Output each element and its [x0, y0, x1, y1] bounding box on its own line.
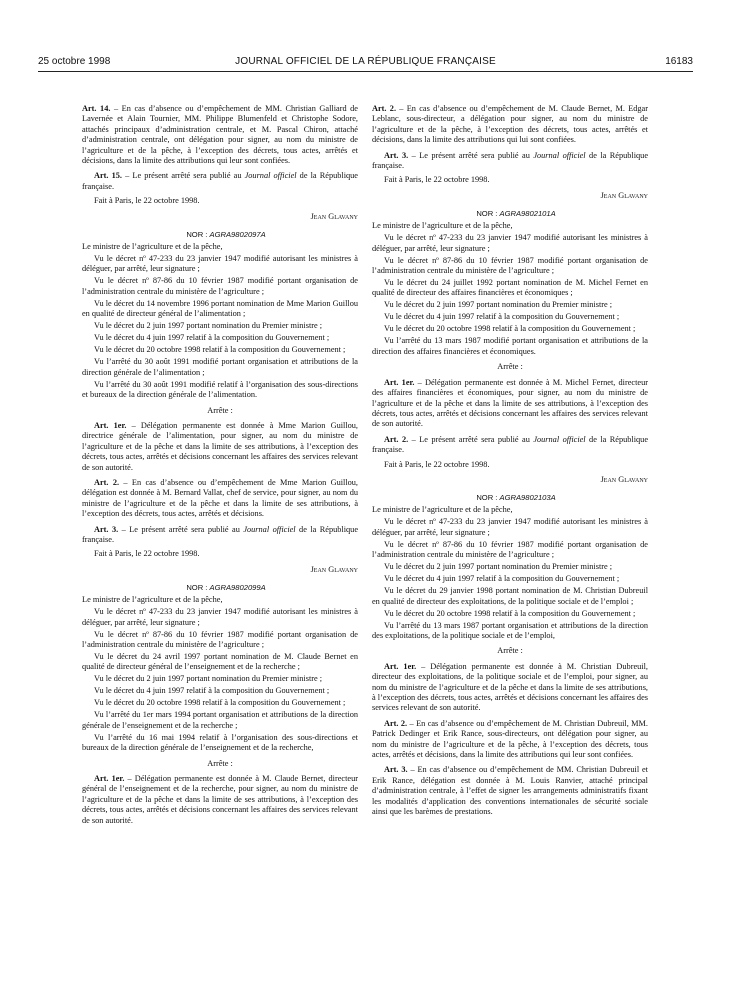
- visa-paragraph: Vu le décret nº 87-86 du 10 février 1987 modifié portant organisation de l’administration centrale du ministère de l’agriculture ;: [372, 539, 648, 560]
- visa-paragraph: Vu le décret du 2 juin 1997 portant nomination du Premier ministre ;: [94, 321, 323, 331]
- visa-paragraph: Vu le décret nº 87-86 du 10 février 1987 modifié portant organisation de l’administration centrale du ministère de l’agriculture ;: [82, 276, 358, 296]
- visa-paragraph: Vu le décret du 20 octobre 1998 relatif à la composition du Gouvernement ;: [94, 698, 346, 708]
- article-paragraph: [82, 421, 358, 473]
- article-label: Art. 2.: [384, 434, 409, 444]
- date-line: Fait à Paris, le 22 octobre 1998.: [384, 459, 490, 469]
- nor-prefix: NOR :: [476, 209, 500, 219]
- visa-paragraph: Vu le décret nº 47-233 du 23 janvier 1947 modifié autorisant les ministres à déléguer, par arrêté, leur signature ;: [82, 607, 358, 627]
- page-header: [38, 56, 693, 72]
- article-text: – Délégation permanente est donnée à M. Christian Dubreuil, directeur des exploitations, de la politique sociale et de l’emploi, pour signer, au nom du ministre de l’agriculture et de la pêche et dans la limite de ses attributions, à l’exception des décrets, tous actes, arrêtés et décisions concernant les affaires des services relevant de son autorité.: [372, 661, 648, 713]
- visa-paragraph: Vu le décret du 20 octobre 1998 relatif à la composition du Gouvernement ;: [384, 324, 636, 334]
- nor-heading: [82, 230, 358, 240]
- journal-officiel-ref: Journal officiel: [243, 524, 296, 534]
- visa-paragraph: Vu l’arrêté du 1er mars 1994 portant organisation et attributions de la direction générale de l’enseignement et de la recherche ;: [82, 710, 358, 730]
- article-label: Art. 3.: [384, 150, 409, 160]
- article-text: – Le présent arrêté sera publié au: [118, 524, 244, 534]
- article-paragraph: [82, 774, 358, 826]
- article-label: Art. 1er.: [94, 420, 127, 430]
- article-label: Art. 3.: [94, 524, 119, 534]
- visa-paragraph: Vu le décret du 20 octobre 1998 relatif à la composition du Gouvernement ;: [384, 608, 636, 618]
- visa-paragraph: Vu le décret du 24 juillet 1992 portant nomination de M. Michel Fernet en qualité de directeur des affaires financières et économiques ;: [372, 278, 648, 298]
- signature: Jean Glavany: [310, 564, 358, 574]
- arrete-heading: Arrête :: [497, 646, 523, 656]
- nor-prefix: NOR :: [186, 583, 210, 593]
- visa-paragraph: Vu l’arrêté du 30 août 1991 modifié portant organisation et attributions de la direction générale de l’alimentation ;: [82, 357, 358, 377]
- nor-prefix: NOR :: [476, 493, 500, 503]
- nor-heading: [372, 493, 648, 503]
- article-text: de la République française.: [372, 150, 648, 171]
- visa-paragraph: Vu l’arrêté du 13 mars 1987 portant organisation et attributions de la direction des exploitations, de la politique sociale et de l’emploi,: [372, 620, 648, 640]
- article-label: Art. 2.: [384, 718, 408, 728]
- nor-code: AGRA9802103A: [499, 493, 556, 503]
- article-text: de la République française.: [82, 524, 358, 544]
- article-text: de la République française.: [372, 434, 648, 455]
- article-paragraph: [82, 104, 358, 166]
- article-text: – En cas d’absence ou d’empêchement de MM. Christian Galliard de Lavernée et Alain Tournier, MM. Philippe Blumenfeld et Christophe Sodore, attachés principaux d’administration centrale, et M. Pascal Chiron, attaché d’administration centrale, ont délégation pour signer, au nom du ministre de l’agriculture et de la pêche, à l’exception des décrets, tous actes, arrêtés et décisions, dans la limite des attributions qui leur sont confiées.: [82, 104, 358, 166]
- visa-paragraph: Vu l’arrêté du 16 mai 1994 relatif à l’organisation des sous-directions et bureaux de la direction générale de l’enseignement et de la recherche,: [82, 732, 358, 753]
- article-paragraph: [82, 171, 358, 192]
- article-paragraph: [82, 525, 358, 546]
- signature: Jean Glavany: [310, 211, 358, 221]
- article-paragraph: [372, 719, 648, 761]
- visa-paragraph: Vu le décret du 29 janvier 1998 portant nomination de M. Christian Dubreuil en qualité de directeur des exploitations, de la politique sociale et de l’emploi ;: [372, 586, 648, 606]
- visa-paragraph: Vu le décret du 2 juin 1997 portant nomination du Premier ministre ;: [384, 300, 613, 310]
- visa-paragraph: Vu le décret du 2 juin 1997 portant nomination du Premier ministre ;: [384, 562, 613, 572]
- visa-paragraph: Vu le décret nº 87-86 du 10 février 1987 modifié portant organisation de l’administration centrale du ministère de l’agriculture ;: [372, 255, 648, 276]
- article-text: – Délégation permanente est donnée à Mme Marion Guillou, directrice générale de l’alimentation, pour signer, au nom du ministre de l’agriculture et de la pêche et dans la limite de ses attributions, à l’exception des décrets, tous actes, arrêtés et décisions concernant les affaires des services relevant de son autorité.: [82, 420, 358, 472]
- arrete-heading: Arrête :: [207, 405, 233, 415]
- left-column: [82, 99, 358, 828]
- visa-paragraph: Le ministre de l’agriculture et de la pêche,: [372, 505, 513, 515]
- nor-heading: [82, 583, 358, 593]
- article-label: Art. 1er.: [94, 774, 125, 784]
- right-column: [372, 99, 648, 819]
- visa-paragraph: Vu le décret nº 47-233 du 23 janvier 1947 modifié autorisant les ministres à déléguer, par arrêté, leur signature ;: [82, 254, 358, 274]
- journal-officiel-ref: Journal officiel: [244, 171, 297, 181]
- article-text: – En cas d’absence ou d’empêchement de Mme Marion Guillou, délégation est donnée à M. Bernard Vallat, chef de service, pour signer, au nom du ministre de l’agriculture et de la pêche et dans la limite de ses attributions, à l’exception des décrets, tous actes, arrêtés et décisions.: [82, 477, 359, 519]
- visa-paragraph: Vu le décret du 4 juin 1997 relatif à la composition du Gouvernement ;: [94, 686, 330, 696]
- article-text: – En cas d’absence ou d’empêchement de M. Christian Dubreuil, MM. Patrick Dedinger et Erik Rance, sous-directeurs, ont délégation pour signer, au nom du ministre de l’agriculture et de la pêche, à l’exception des décrets, tous actes, arrêtés et décisions, dans la limite des attributions qui leur sont confiées.: [372, 718, 648, 760]
- article-label: Art. 2.: [94, 477, 120, 487]
- date-line: Fait à Paris, le 22 octobre 1998.: [94, 196, 200, 206]
- article-text: – Délégation permanente est donnée à M. Michel Fernet, directeur des affaires financières et économiques, pour signer, au nom du ministre de l’agriculture et de la pêche et dans la limite de ses attributions, à l’exception des décrets, tous actes, arrêtés et décisions concernant les affaires des services relevant de son autorité.: [372, 377, 648, 429]
- journal-officiel-ref: Journal officiel: [533, 434, 586, 444]
- page-number: 16183: [665, 56, 693, 67]
- arrete-heading: Arrête :: [497, 362, 523, 372]
- arrete-heading: Arrête :: [207, 758, 233, 768]
- visa-paragraph: Vu le décret nº 47-233 du 23 janvier 1947 modifié autorisant les ministres à déléguer, par arrêté, leur signature ;: [372, 517, 648, 537]
- article-paragraph: [372, 435, 648, 456]
- date-line: Fait à Paris, le 22 octobre 1998.: [94, 549, 200, 559]
- article-paragraph: [372, 765, 648, 817]
- article-text: – En cas d’absence ou d’empêchement de M. Claude Bernet, M. Edgar Leblanc, sous-directeur, a délégation pour signer, au nom du ministre de l’agriculture et de la pêche, à l’exception des décrets, tous actes, arrêtés et décisions, dans la limite des attributions qui lui sont confiées.: [372, 104, 648, 145]
- header-date: 25 octobre 1998: [38, 56, 111, 67]
- article-label: Art. 15.: [94, 171, 122, 181]
- date-line: Fait à Paris, le 22 octobre 1998.: [384, 175, 490, 185]
- nor-code: AGRA9802099A: [209, 583, 266, 593]
- visa-paragraph: Vu le décret du 4 juin 1997 relatif à la composition du Gouvernement ;: [94, 333, 330, 343]
- nor-code: AGRA9802101A: [499, 209, 556, 219]
- visa-paragraph: Le ministre de l’agriculture et de la pêche,: [82, 595, 223, 605]
- nor-code: AGRA9802097A: [209, 230, 266, 240]
- article-label: Art. 1er.: [384, 661, 417, 671]
- nor-heading: [372, 209, 648, 219]
- journal-title: JOURNAL OFFICIEL DE LA RÉPUBLIQUE FRANÇAISE: [235, 56, 496, 67]
- article-paragraph: [372, 662, 648, 714]
- article-text: de la République française.: [82, 171, 358, 191]
- article-paragraph: [372, 151, 648, 172]
- visa-paragraph: Vu le décret du 24 avril 1997 portant nomination de M. Claude Bernet en qualité de directeur général de l’enseignement et de la recherche ;: [82, 652, 358, 672]
- article-text: – Le présent arrêté sera publié au: [408, 434, 534, 444]
- article-paragraph: [82, 478, 358, 520]
- article-paragraph: [372, 378, 648, 430]
- journal-officiel-ref: Journal officiel: [533, 150, 586, 160]
- signature: Jean Glavany: [600, 474, 648, 484]
- visa-paragraph: Vu le décret du 4 juin 1997 relatif à la composition du Gouvernement ;: [384, 574, 620, 584]
- article-text: – Le présent arrêté sera publié au: [408, 150, 534, 160]
- header-rule: [38, 71, 693, 72]
- article-text: – Délégation permanente est donnée à M. Claude Bernet, directeur général de l’enseignement et de la recherche, pour signer, au nom du ministre de l’agriculture et de la pêche et dans la limite de ses attributions, à l’exception des décrets, tous actes, arrêtés et décisions concernant les affaires des services relevant de son autorité.: [82, 774, 358, 825]
- visa-paragraph: Vu l’arrêté du 13 mars 1987 modifié portant organisation et attributions de la direction des affaires financières et économiques.: [372, 336, 648, 356]
- visa-paragraph: Vu le décret du 14 novembre 1996 portant nomination de Mme Marion Guillou en qualité de directeur général de l’alimentation ;: [82, 298, 358, 319]
- visa-paragraph: Vu l’arrêté du 30 août 1991 modifié relatif à l’organisation des sous-directions et bureaux de la direction générale de l’alimentation.: [82, 379, 358, 400]
- signature: Jean Glavany: [600, 190, 648, 200]
- visa-paragraph: Vu le décret nº 87-86 du 10 février 1987 modifié portant organisation de l’administration centrale du ministère de l’agriculture ;: [82, 629, 358, 649]
- article-label: Art. 14.: [82, 104, 111, 113]
- visa-paragraph: Le ministre de l’agriculture et de la pêche,: [372, 221, 513, 231]
- visa-paragraph: Vu le décret nº 47-233 du 23 janvier 1947 modifié autorisant les ministres à déléguer, par arrêté, leur signature ;: [372, 233, 648, 253]
- nor-prefix: NOR :: [186, 230, 210, 240]
- article-text: – Le présent arrêté sera publié au: [122, 171, 245, 181]
- article-label: Art. 2.: [372, 104, 397, 113]
- visa-paragraph: Le ministre de l’agriculture et de la pêche,: [82, 242, 223, 252]
- article-text: – En cas d’absence ou d’empêchement de MM. Christian Dubreuil et Erik Rance, délégation est donnée à M. Louis Ranvier, attaché principal d’administration centrale, à l’effet de signer les arrangements administratifs fixant les modalités d’application des conventions internationales de sécurité sociale ainsi que les barèmes de prestations.: [372, 765, 648, 817]
- visa-paragraph: Vu le décret du 4 juin 1997 relatif à la composition du Gouvernement ;: [384, 312, 620, 322]
- visa-paragraph: Vu le décret du 2 juin 1997 portant nomination du Premier ministre ;: [94, 674, 323, 684]
- article-label: Art. 3.: [384, 765, 408, 775]
- article-paragraph: [372, 104, 648, 146]
- visa-paragraph: Vu le décret du 20 octobre 1998 relatif à la composition du Gouvernement ;: [94, 345, 346, 355]
- article-label: Art. 1er.: [384, 377, 415, 387]
